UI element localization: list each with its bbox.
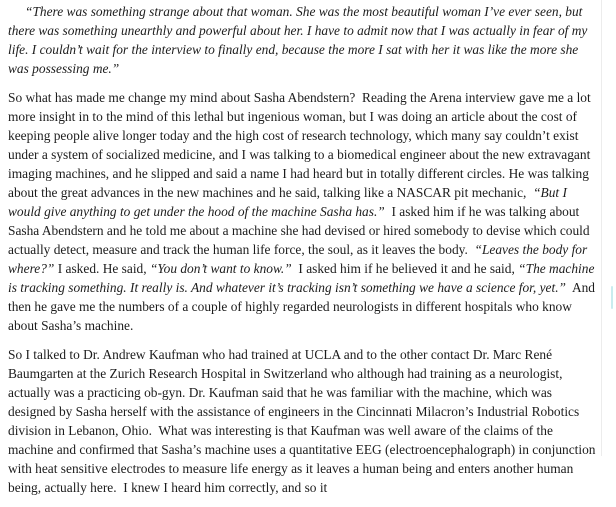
- body-paragraph-1: [8, 88, 598, 335]
- page-edge-line: [601, 0, 602, 456]
- opening-quote-paragraph: [8, 2, 598, 78]
- body-paragraph-2: [8, 345, 598, 497]
- text-segment: So I talked to Dr. Andrew Kaufman who had trained at UCLA and to the other contact Dr. Marc René Baumgarten at the Zurich Research Hospital in Switzerland who although had training as a neurologist, actually was a practicing ob-gyn. Dr. Kaufman said that he was familiar with the machine, which was designed by Sasha herself with the assistance of engineers in the Cincinnati Milacron’s Industrial Robotics division in Lebanon, Ohio. What was interesting is that Kaufman was well aware of the claims of the machine and confirmed that Sasha’s machine uses a quantitative EEG (electroencephalograph) in conjunction with heat sensitive electrodes to measure life energy as it leaves a human being and enters another human being, actually here. I knew I heard him correctly, and so it: [8, 347, 599, 495]
- document-page: [8, 2, 598, 507]
- text-segment-quote: “The machine is tracking something. It really is. And whatever it’s tracking isn’t something we have a science for, yet.”: [8, 261, 598, 295]
- text-segment: So what has made me change my mind about Sasha Abendstern? Reading the Arena interview gave me a lot more insight in to the mind of this lethal but ingenious woman, but I was doing an article about the cost of keeping people alive longer today and the high cost of research technology, which many say couldn’t exist under a system of socialized medicine, and I was talking to a biomedical engineer about the new extravagant imaging machines, and he slipped and said a name I had heard but in totally different circles. He was talking about the great advances in the new machines and he said, talking like a NASCAR pit mechanic,: [8, 90, 595, 200]
- scrollbar-thumb[interactable]: [611, 286, 613, 309]
- text-segment-quote: “Leaves the body for where?”: [8, 242, 591, 276]
- text-segment: I asked him if he was talking about Sasha Abendstern and he told me about a machine she had devised or hired somebody to devise which could actually detect, measure and track the human life force, the soul, as it leaves the body.: [8, 204, 593, 257]
- text-segment: I asked him if he believed it and he said,: [291, 261, 519, 276]
- text-segment: And then he gave me the numbers of a couple of highly regarded neurologists in different hospitals who know about Sasha’s machine.: [8, 280, 599, 333]
- text-segment: “There was something strange about that woman. She was the most beautiful woman I’ve ever seen, but there was something unearthly and powerful about her. I have to admit now that I was actually in fear of my life. I couldn’t wait for the interview to finally end, because the more I sat with her it was like the more she was possessing me.”: [8, 4, 591, 76]
- text-segment-quote: “But I would give anything to get under the hood of the machine Sasha has.”: [8, 185, 571, 219]
- text-segment: I asked. He said,: [54, 261, 150, 276]
- text-segment-quote: “You don’t want to know.”: [149, 261, 292, 276]
